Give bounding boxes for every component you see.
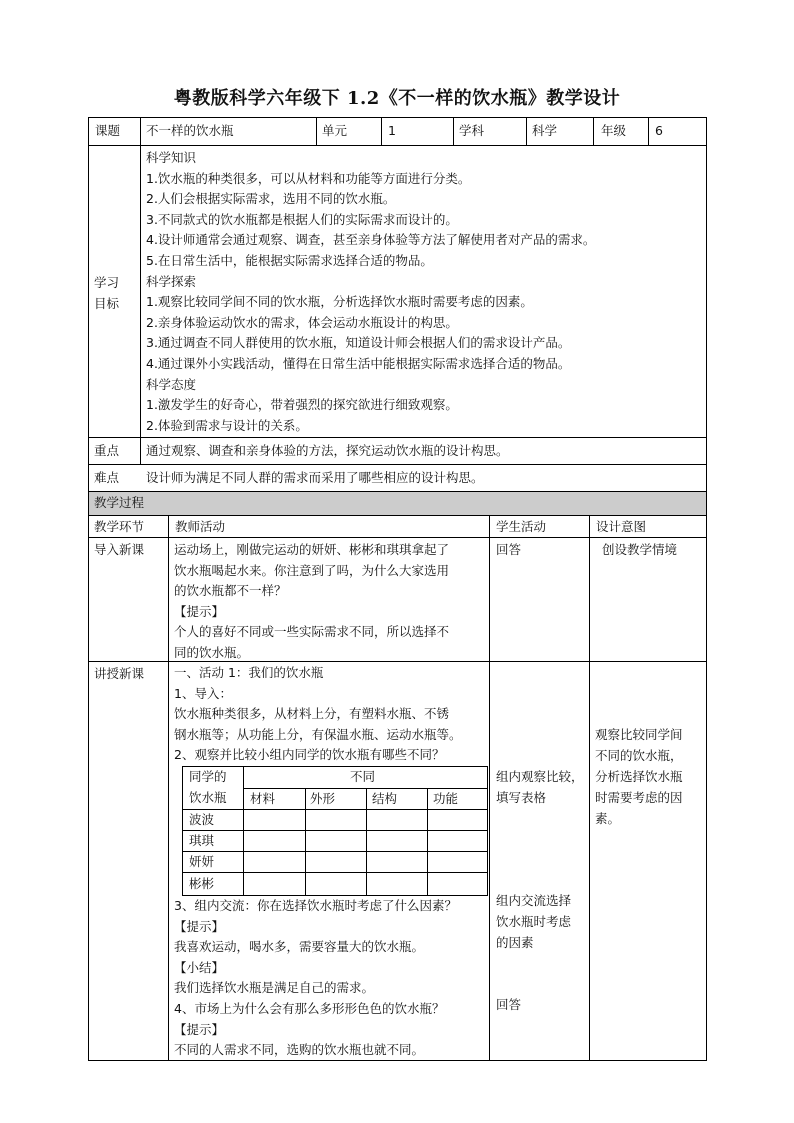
intro-line: 饮水瓶喝起水来。你注意到了吗，为什么大家选用 xyxy=(174,562,450,578)
goals-label-line2: 目标 xyxy=(94,296,120,311)
rule-v xyxy=(316,117,317,146)
corner-line1: 同学的 xyxy=(189,769,227,784)
goal-line: 2.体验到需求与设计的关系。 xyxy=(146,417,308,433)
col-header-intent: 设计意图 xyxy=(596,519,647,534)
intro-line: 同的饮水瓶。 xyxy=(174,644,250,660)
difficulty-text: 设计师为满足不同人群的需求而采用了哪些相应的设计构思。 xyxy=(146,470,484,485)
goal-line: 4.设计师通常会通过观察、调查，甚至亲身体验等方法了解使用者对产品的需求。 xyxy=(146,232,596,248)
key-point-text: 通过观察、调查和亲身体验的方法，探究运动饮水瓶的设计构思。 xyxy=(146,443,509,458)
stage-lecture: 讲授新课 xyxy=(94,666,145,681)
intro-intent: 创设教学情境 xyxy=(602,542,678,557)
corner-line2: 饮水瓶 xyxy=(189,790,227,805)
intro-line: 个人的喜好不同或一些实际需求不同，所以选择不 xyxy=(174,624,450,640)
difficulty-label: 难点 xyxy=(94,470,120,485)
col-header-teacher: 教师活动 xyxy=(175,519,226,534)
row-name: 妍妍 xyxy=(189,854,215,869)
rule-v xyxy=(489,515,490,1061)
comparison-table xyxy=(182,766,488,896)
lecture-line: 不同的人需求不同，选购的饮水瓶也就不同。 xyxy=(174,1042,425,1058)
topic-label: 课题 xyxy=(95,123,121,138)
goal-line: 5.在日常生活中，能根据实际需求选择合适的物品。 xyxy=(146,252,433,268)
key-point-label: 重点 xyxy=(94,443,120,458)
lecture-teacher-bottom xyxy=(174,896,486,1061)
goal-line: 1.观察比较同学间不同的饮水瓶，分析选择饮水瓶时需要考虑的因素。 xyxy=(146,294,533,310)
process-section-bar xyxy=(89,491,706,515)
row-name: 琪琪 xyxy=(189,833,215,848)
document-title: 粤教版科学六年级下 1.2《不一样的饮水瓶》教学设计 xyxy=(173,88,621,109)
hint-label: 【提示】 xyxy=(174,603,225,619)
hint-label: 【提示】 xyxy=(174,918,225,934)
lecture-student-2 xyxy=(496,890,571,953)
stage-intro: 导入新课 xyxy=(94,542,145,557)
lecture-line: 我们选择饮水瓶是满足自己的需求。 xyxy=(174,980,375,996)
lecture-line: 1、导入： xyxy=(174,685,232,701)
rule-v xyxy=(593,117,594,146)
rule xyxy=(88,145,707,146)
col-material: 材料 xyxy=(250,791,276,806)
goal-line: 4.通过课外小实践活动，懂得在日常生活中能根据实际需求选择合适的物品。 xyxy=(146,355,571,371)
student-line: 组内交流选择 xyxy=(496,893,572,908)
col-shape: 外形 xyxy=(310,791,336,806)
goal-heading-exploration: 科学探索 xyxy=(146,273,197,289)
lecture-student-1 xyxy=(496,766,584,808)
lecture-line: 3、组内交流：你在选择饮水瓶时考虑了什么因素？ xyxy=(174,898,457,913)
intent-line: 分析选择饮水瓶 xyxy=(595,769,683,784)
lecture-teacher-top xyxy=(174,663,486,766)
goals-label-line1: 学习 xyxy=(94,275,120,290)
table-border-right xyxy=(706,117,707,1061)
goals-text xyxy=(146,148,702,436)
lecture-line: 我喜欢运动，喝水多，需要容量大的饮水瓶。 xyxy=(174,939,425,955)
summary-label: 【小结】 xyxy=(174,959,225,975)
lecture-line: 饮水瓶种类很多，从材料上分，有塑料水瓶、不锈 xyxy=(174,706,450,722)
rule-v xyxy=(526,117,527,146)
rule-v xyxy=(168,515,169,1061)
rule xyxy=(88,437,707,438)
lecture-line: 4、市场上为什么会有那么多形形色色的饮水瓶？ xyxy=(174,1000,445,1016)
unit-label: 单元 xyxy=(322,123,348,138)
col-header-student: 学生活动 xyxy=(496,519,547,534)
intro-teacher-text xyxy=(174,540,486,664)
intro-line: 运动场上，刚做完运动的妍妍、彬彬和琪琪拿起了 xyxy=(174,542,450,557)
hint-label: 【提示】 xyxy=(174,1021,225,1037)
goal-heading-knowledge: 科学知识 xyxy=(146,150,197,165)
rule xyxy=(88,464,707,465)
goal-line: 1.激发学生的好奇心，带着强烈的探究欲进行细致观察。 xyxy=(146,397,458,413)
rule-v xyxy=(453,117,454,146)
intent-line: 不同的饮水瓶， xyxy=(595,748,683,763)
goal-line: 2.人们会根据实际需求，选用不同的饮水瓶。 xyxy=(146,191,396,207)
group-header: 不同 xyxy=(350,769,376,784)
goal-heading-attitude: 科学态度 xyxy=(146,376,197,392)
intro-student: 回答 xyxy=(496,542,522,557)
grade-value: 6 xyxy=(655,123,663,138)
rule-v xyxy=(648,117,649,146)
lecture-intent xyxy=(595,724,683,829)
rule xyxy=(88,515,707,516)
goal-line: 1.饮水瓶的种类很多，可以从材料和功能等方面进行分类。 xyxy=(146,170,471,186)
table-border-top xyxy=(88,117,707,118)
student-line: 饮水瓶时考虑 xyxy=(496,914,572,929)
subject-value: 科学 xyxy=(532,123,558,138)
row-name: 彬彬 xyxy=(189,876,215,891)
col-structure: 结构 xyxy=(372,791,398,806)
intent-line: 素。 xyxy=(595,811,621,826)
rule-v xyxy=(589,515,590,1061)
goal-line: 2.亲身体验运动饮水的需求，体会运动水瓶设计的构思。 xyxy=(146,314,458,330)
lecture-line: 一、活动 1：我们的饮水瓶 xyxy=(174,665,324,680)
rule-v xyxy=(140,117,141,465)
rule xyxy=(88,491,707,492)
subject-label: 学科 xyxy=(459,123,485,138)
col-function: 功能 xyxy=(433,791,459,806)
process-section-label: 教学过程 xyxy=(94,495,145,510)
rule xyxy=(88,537,707,538)
intent-line: 观察比较同学间 xyxy=(595,727,683,742)
lecture-line: 钢水瓶等；从功能上分，有保温水瓶、运动水瓶等。 xyxy=(174,726,462,742)
lecture-line: 2、观察并比较小组内同学的饮水瓶有哪些不同？ xyxy=(174,747,445,763)
goal-line: 3.通过调查不同人群使用的饮水瓶，知道设计师会根据人们的需求设计产品。 xyxy=(146,335,571,351)
intent-line: 时需要考虑的因 xyxy=(595,790,683,805)
student-line: 填写表格 xyxy=(496,790,547,805)
topic-value: 不一样的饮水瓶 xyxy=(146,123,234,138)
goal-line: 3.不同款式的饮水瓶都是根据人们的实际需求而设计的。 xyxy=(146,211,458,227)
col-header-stage: 教学环节 xyxy=(94,519,145,534)
rule-v xyxy=(381,117,382,146)
table-border-left xyxy=(88,117,89,1061)
lecture-student-3: 回答 xyxy=(496,997,522,1012)
student-line: 的因素 xyxy=(496,935,534,950)
row-name: 波波 xyxy=(189,812,215,827)
intro-line: 的饮水瓶都不一样？ xyxy=(174,583,287,599)
unit-value: 1 xyxy=(388,123,396,138)
student-line: 组内观察比较， xyxy=(496,769,584,784)
grade-label: 年级 xyxy=(601,123,627,138)
